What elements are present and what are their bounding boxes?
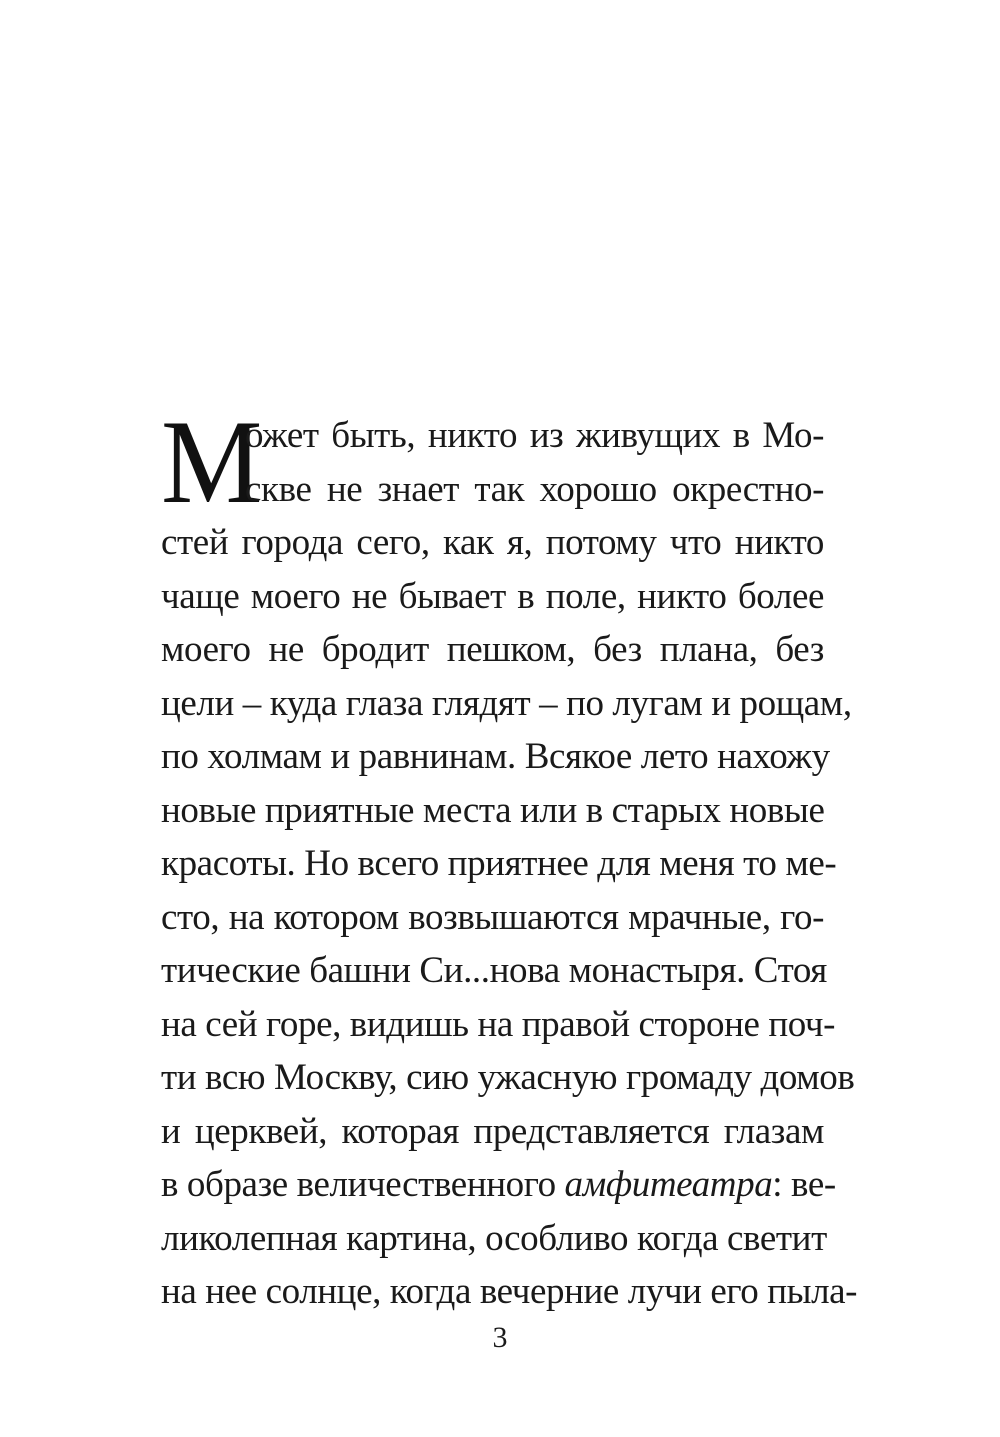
text-line-9: красоты. Но всего приятнее для меня то ме- <box>161 843 837 884</box>
text-line-4: чаще моего не бывает в поле, никто более <box>161 575 824 617</box>
text-line-5: моего не бродит пешком, без плана, без <box>161 629 824 670</box>
text-line-13: ти всю Москву, сию ужасную громаду домов <box>161 1057 855 1098</box>
text-line-7: по холмам и равнинам. Всякое лето нахожу <box>161 736 830 777</box>
text-line-15-start: в образе величественного <box>161 1164 565 1205</box>
italic-word: амфитеатра <box>564 1164 773 1205</box>
text-line-1: ожет быть, никто из живущих в Мо- <box>245 415 824 456</box>
text-line-6: цели – куда глаза глядят – по лугам и рощам, <box>161 682 852 724</box>
text-line-17: на нее солнце, когда вечерние лучи его пыла- <box>161 1271 858 1312</box>
text-line-8: новые приятные места или в старых новые <box>161 789 825 831</box>
text-line-2: скве не знает так хорошо окрестно- <box>245 468 824 510</box>
text-line-14: и церквей, которая представляется глазам <box>161 1110 824 1152</box>
text-line-15 <box>161 1158 836 1212</box>
text-line-10: сто, на котором возвышаются мрачные, го- <box>161 896 824 938</box>
text-line-12: на сей горе, видишь на правой стороне поч- <box>161 1003 836 1045</box>
text-line-16: ликолепная картина, особливо когда светит <box>161 1217 827 1259</box>
page-number: 3 <box>492 1321 508 1354</box>
body-text <box>161 409 858 1319</box>
text-line-15-end: : ве- <box>772 1164 836 1205</box>
text-line-3: стей города сего, как я, потому что никто <box>161 522 824 563</box>
drop-cap-letter: М <box>161 395 263 528</box>
text-line-11: тические башни Си...нова монастыря. Стоя <box>161 950 827 991</box>
